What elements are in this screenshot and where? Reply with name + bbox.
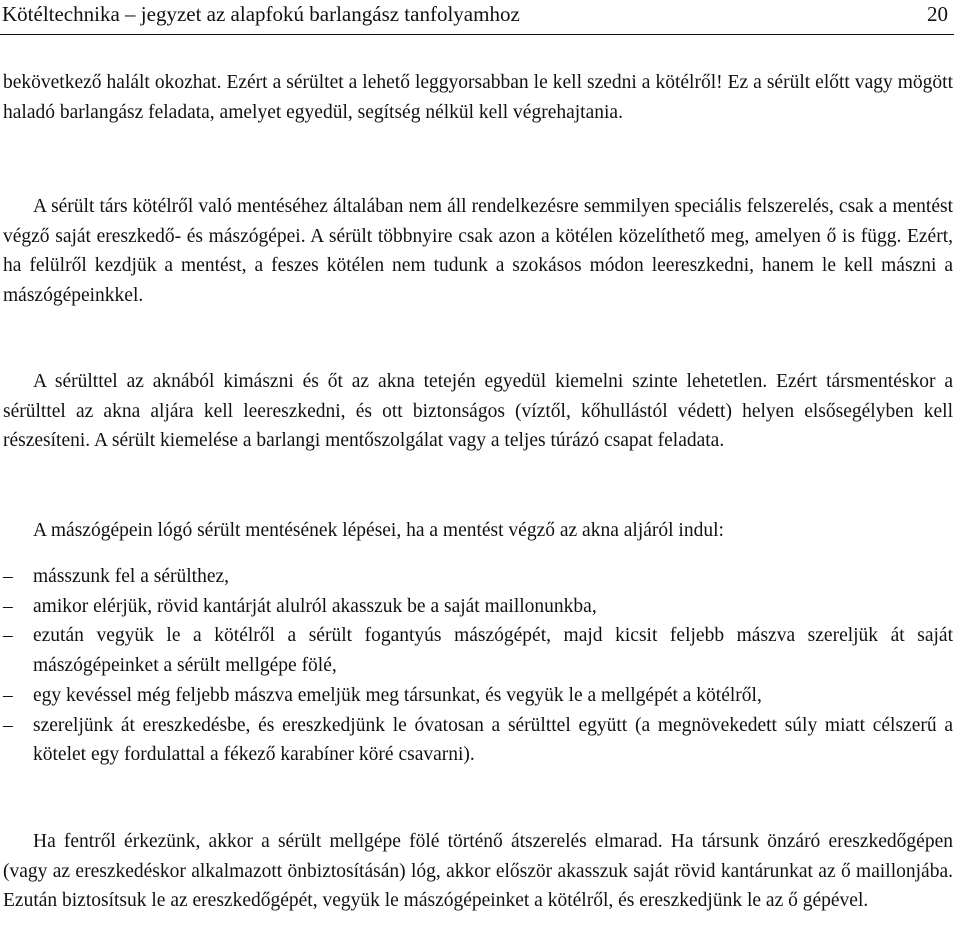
page-header (0, 0, 954, 35)
list-item (3, 621, 953, 680)
list-dash: – (3, 566, 13, 587)
list-item (3, 592, 953, 622)
list-dash: – (3, 684, 13, 706)
list-item (3, 681, 953, 711)
list-item-text: egy kevéssel még feljebb mászva emeljük meg társunkat, és vegyük le a mellgépét a kötélről, (33, 684, 762, 706)
paragraph-shaft-rescue: A sérülttel az aknából kimászni és őt az akna tetején egyedül kiemelni szinte lehetetlen. Ezért társmentéskor a sérülttel az akna aljára kell leereszkedni, és ott biztonságos (víztől, kőhullástól védett) helyen elsősegélyben kell részesíteni. A sérült kiemelése a barlangi mentőszolgálat vagy a teljes túrázó csapat feladata. (3, 371, 953, 452)
page-number: 20 (927, 2, 948, 26)
list-dash: – (3, 625, 13, 647)
paragraph-continued: bekövetkező halált okozhat. Ezért a sérültet a lehető leggyorsabban le kell szedni a kötélről! Ez a sérült előtt vagy mögött haladó barlangász feladata, amelyet egyedül, segítség nélkül kell végrehajtania. (3, 72, 953, 123)
list-dash: – (3, 595, 13, 617)
list-item-text: ezután vegyük le a kötélről a sérült fogantyús mászógépét, majd kicsit feljebb mászva szereljük át saját mászógépeinket a sérült mellgépe fölé, (33, 625, 953, 677)
list-item (3, 711, 953, 770)
paragraph-steps-intro: A mászógépein lógó sérült mentésének lépései, ha a mentést végző az akna aljáról indul: (33, 520, 724, 541)
list-item-text: szereljünk át ereszkedésbe, és ereszkedjünk le óvatosan a sérülttel együtt (a megnövekedett súly miatt célszerű a kötelet egy fordulattal a fékező karabíner köré csavarni). (33, 714, 953, 766)
list-item-text: másszunk fel a sérülthez, (33, 566, 230, 587)
header-title: Kötéltechnika – jegyzet az alapfokú barlangász tanfolyamhoz (2, 2, 520, 26)
rescue-steps-list (3, 562, 953, 770)
paragraph-rescue-equipment: A sérült társ kötélről való mentéséhez általában nem áll rendelkezésre semmilyen speciális felszerelés, csak a mentést végző saját ereszkedő- és mászógépei. A sérült többnyire csak azon a kötélen közelíthető meg, amelyen ő is függ. Ezért, ha felülről kezdjük a mentést, a feszes kötélen nem tudunk a szokásos módon leereszkedni, hanem le kell mászni a mászógépeinkkel. (3, 196, 953, 307)
list-item-text: amikor elérjük, rövid kantárját alulról akasszuk be a saját maillonunkba, (33, 595, 597, 617)
paragraph-from-above: Ha fentről érkezünk, akkor a sérült mellgépe fölé történő átszerelés elmarad. Ha társunk önzáró ereszkedőgépen (vagy az ereszkedéskor alkalmazott önbiztosításán) lóg, akkor először akasszuk saját rövid kantárunkat az ő maillonjába. Ezután biztosítsuk le az ereszkedőgépét, vegyük le mászógépeinket a kötélről, és ereszkedjünk le az ő gépével. (3, 831, 953, 912)
list-item (3, 562, 953, 592)
list-dash: – (3, 714, 13, 736)
